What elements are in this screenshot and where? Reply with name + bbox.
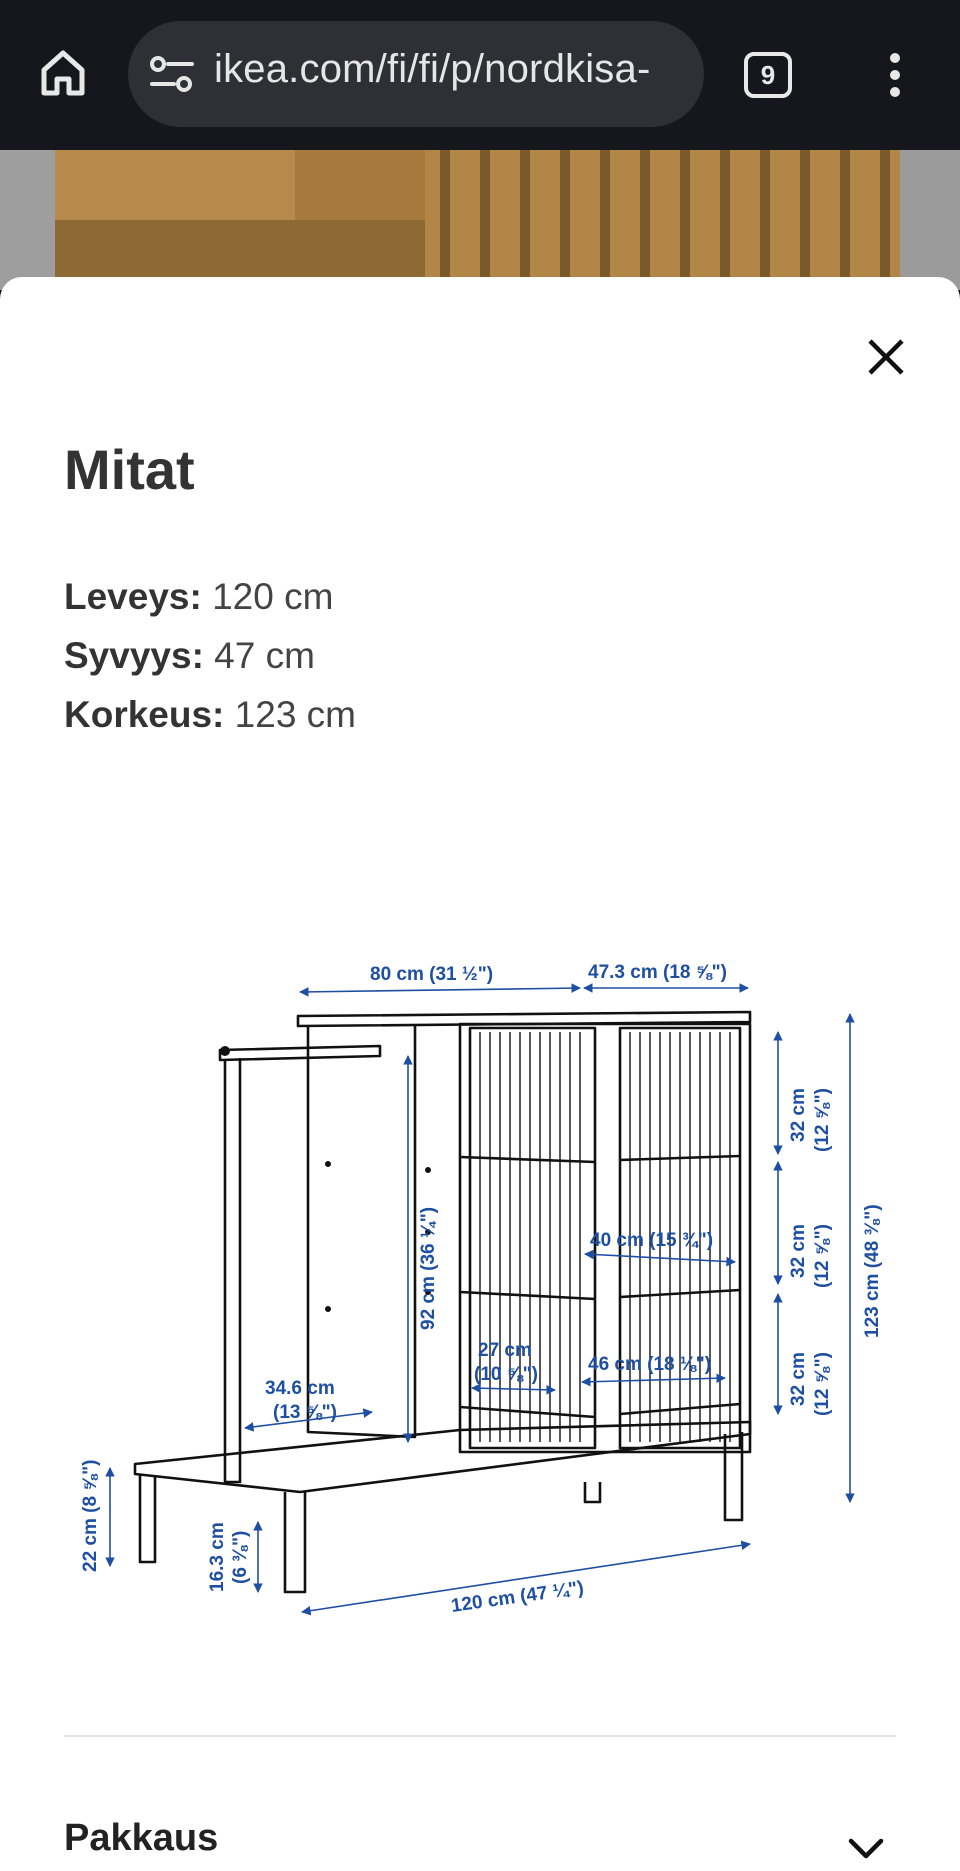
section-pakkaus-title[interactable]: Pakkaus: [64, 1817, 219, 1859]
dim-shelf1-h-in: (12 ⅝"): [812, 1088, 833, 1152]
dim-rail-depth: 34.6 cm: [265, 1378, 335, 1399]
dim-base-h: 22 cm (8 ⅝"): [80, 1459, 101, 1572]
dimension-depth: Syvyys: 47 cm: [64, 635, 315, 676]
home-button[interactable]: [34, 44, 92, 102]
product-photo: [0, 150, 960, 290]
sheet-title: Mitat: [64, 438, 195, 501]
home-icon: [39, 48, 87, 98]
site-settings-icon[interactable]: [148, 53, 196, 95]
dim-leg-h: 16.3 cm: [207, 1522, 228, 1592]
more-vert-icon[interactable]: [880, 50, 910, 100]
dim-shelf-w1: 40 cm (15 ¾"): [590, 1230, 714, 1251]
dimension-drawing: [60, 802, 900, 1632]
dim-shelf-w3: 46 cm (18 ⅛"): [588, 1354, 712, 1375]
dim-top-width: 80 cm (31 ½"): [370, 964, 494, 985]
tab-count: 9: [760, 59, 776, 90]
dim-inner-h: 92 cm (36 ¼"): [418, 1206, 439, 1330]
section-divider: [64, 1735, 896, 1737]
dim-shelf3-h-in: (12 ⅝"): [812, 1352, 833, 1416]
close-button[interactable]: [858, 329, 914, 385]
close-icon: [866, 337, 906, 377]
dim-total-h: 123 cm (48 ⅜"): [862, 1204, 883, 1338]
dim-leg-h-in: (6 ⅜"): [230, 1530, 251, 1584]
dim-rail-depth-in: (13 ⅝"): [273, 1402, 337, 1423]
url-text: ikea.com/fi/fi/p/nordkisa-: [214, 47, 651, 91]
dim-total-w: 120 cm (47 ¼"): [449, 1577, 586, 1617]
dim-shelf2-h: 32 cm: [788, 1224, 809, 1278]
dim-shelf-w2-in: (10 ⅝"): [474, 1364, 538, 1385]
dimension-height: Korkeus: 123 cm: [64, 694, 357, 735]
chevron-down-icon[interactable]: [848, 1837, 884, 1861]
product-photo-art: [0, 150, 960, 290]
dim-top-depth: 47.3 cm (18 ⅝"): [588, 962, 727, 983]
dimensions-sheet: [0, 277, 960, 1871]
dim-shelf1-h: 32 cm: [788, 1088, 809, 1142]
dimension-width: Leveys: 120 cm: [64, 576, 334, 617]
tabs-button[interactable]: [744, 52, 792, 98]
dim-shelf2-h-in: (12 ⅝"): [812, 1224, 833, 1288]
dim-shelf3-h: 32 cm: [788, 1352, 809, 1406]
browser-toolbar: [0, 0, 960, 150]
dim-shelf-w2: 27 cm: [478, 1340, 532, 1361]
dimension-list: [64, 567, 356, 744]
address-bar[interactable]: [128, 21, 704, 127]
